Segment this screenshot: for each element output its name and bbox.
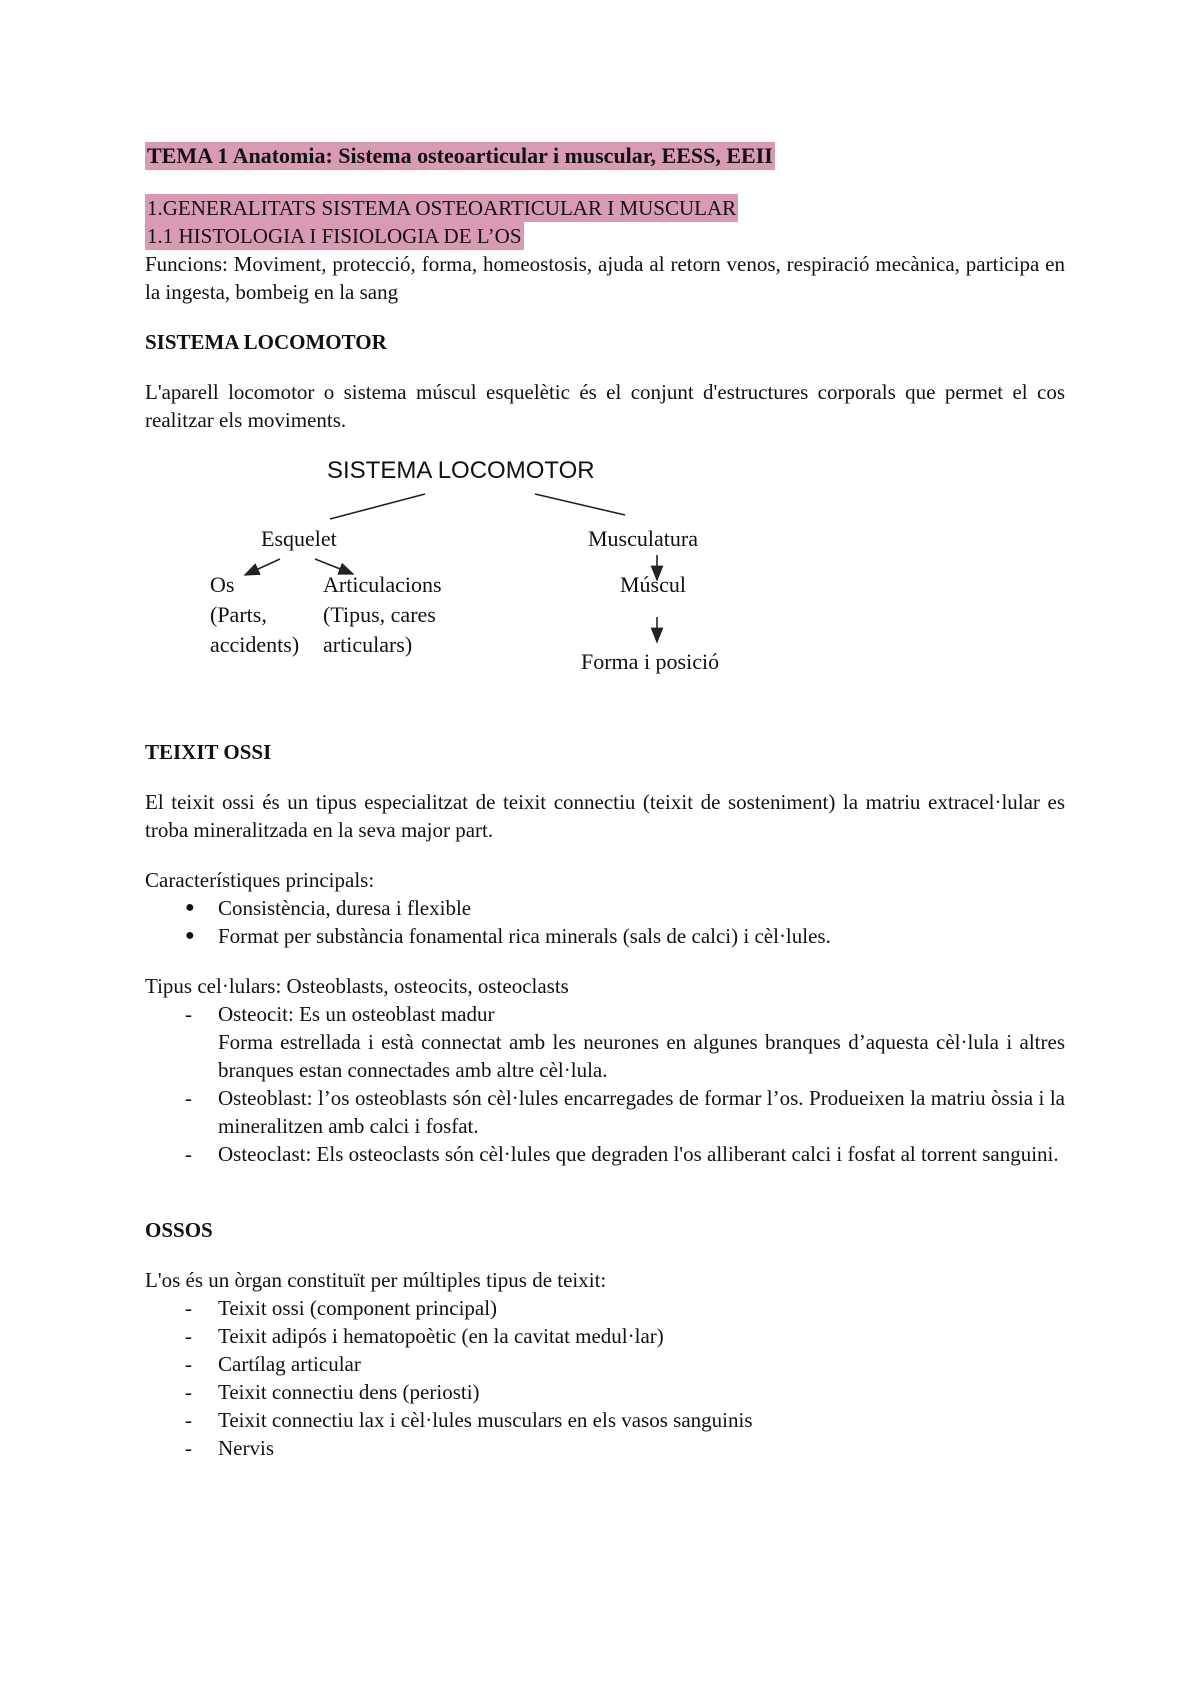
diagram-forma: Forma i posició — [581, 649, 720, 674]
osteocit-line: - Osteocit: Es un osteoblast madur — [218, 1002, 495, 1026]
connector-musculatura — [535, 494, 625, 515]
diagram-esquelet: Esquelet — [261, 526, 337, 551]
arrow-to-os — [245, 559, 280, 575]
diagram-os-line3: accidents) — [210, 632, 300, 657]
list-item: - Cartílag articular — [185, 1350, 1065, 1378]
caract-list — [145, 894, 1065, 950]
main-title — [145, 142, 1065, 170]
locomotor-paragraph: L'aparell locomotor o sistema múscul esquelètic és el conjunt d'estructures corporals que permet el cos realitzar els moviments. — [145, 380, 1065, 432]
list-item: - Teixit connectiu lax i cèl·lules musculars en els vasos sanguinis — [185, 1406, 1065, 1434]
list-item: - Osteoclast: Els osteoclasts són cèl·lules que degraden l'os alliberant calci i fosfat al torrent sanguini. — [185, 1140, 1065, 1168]
main-title-text: TEMA 1 Anatomia: Sistema osteoarticular i muscular, EESS, EEII — [147, 143, 773, 168]
list-item: ● Format per substància fonamental rica minerals (sals de calci) i cèl·lules. — [185, 922, 1065, 950]
locomotor-heading: SISTEMA LOCOMOTOR — [145, 330, 387, 354]
ossos-heading: OSSOS — [145, 1218, 213, 1242]
list-item: - Teixit adipós i hematopoètic (en la cavitat medul·lar) — [185, 1322, 1065, 1350]
diagram-title: SISTEMA LOCOMOTOR — [327, 457, 595, 484]
osteocit-extra: Forma estrellada i està connectat amb les neurones en algunes branques d’aquesta cèl·lula i altres branques estan connectades amb altre cèl·lula. — [218, 1030, 1065, 1082]
diagram-muscul: Múscul — [620, 572, 686, 597]
list-item: - Osteoblast: l’os osteoblasts són cèl·lules encarregades de formar l’os. Produeixen la matriu òssia i la mineralitzen amb calci i fosfat. — [185, 1084, 1065, 1140]
list-item: ● Consistència, duresa i flexible — [185, 894, 1065, 922]
section-title-text: 1.GENERALITATS SISTEMA OSTEOARTICULAR I MUSCULAR — [147, 196, 737, 220]
section-title — [145, 194, 1065, 222]
teixit-paragraph: El teixit ossi és un tipus especialitzat de teixit connectiu (teixit de sosteniment) la matriu extracel·lular es troba mineralitzada en la seva major part. — [145, 790, 1065, 842]
list-item — [185, 1000, 1065, 1084]
caract-intro: Característiques principals: — [145, 868, 375, 892]
diagram-musculatura: Musculatura — [588, 526, 698, 551]
teixit-heading: TEIXIT OSSI — [145, 740, 272, 764]
subsection-title-text: 1.1 HISTOLOGIA I FISIOLOGIA DE L’OS — [147, 224, 522, 248]
tipus-list — [145, 1000, 1065, 1168]
diagram-os-line2: (Parts, — [210, 602, 267, 627]
diagram-articulacions: Articulacions — [323, 572, 442, 597]
ossos-intro: L'os és un òrgan constituït per múltiples tipus de teixit: — [145, 1268, 607, 1292]
list-item: - Nervis — [185, 1434, 1065, 1462]
document-page — [145, 142, 1065, 1462]
diagram-os: Os — [210, 572, 235, 597]
ossos-list — [145, 1294, 1065, 1462]
functions-paragraph: Funcions: Moviment, protecció, forma, homeostosis, ajuda al retorn venos, respiració mecànica, participa en la ingesta, bombeig en la sang — [145, 252, 1065, 304]
locomotor-diagram — [145, 452, 1065, 712]
list-item: - Teixit ossi (component principal) — [185, 1294, 1065, 1322]
diagram-articulacions-line2: (Tipus, cares — [323, 602, 436, 627]
tipus-intro: Tipus cel·lulars: Osteoblasts, osteocits, osteoclasts — [145, 974, 569, 998]
subsection-title — [145, 222, 1065, 250]
diagram-articulacions-line3: articulars) — [323, 632, 413, 657]
list-item: - Teixit connectiu dens (periosti) — [185, 1378, 1065, 1406]
connector-esquelet — [330, 494, 425, 519]
